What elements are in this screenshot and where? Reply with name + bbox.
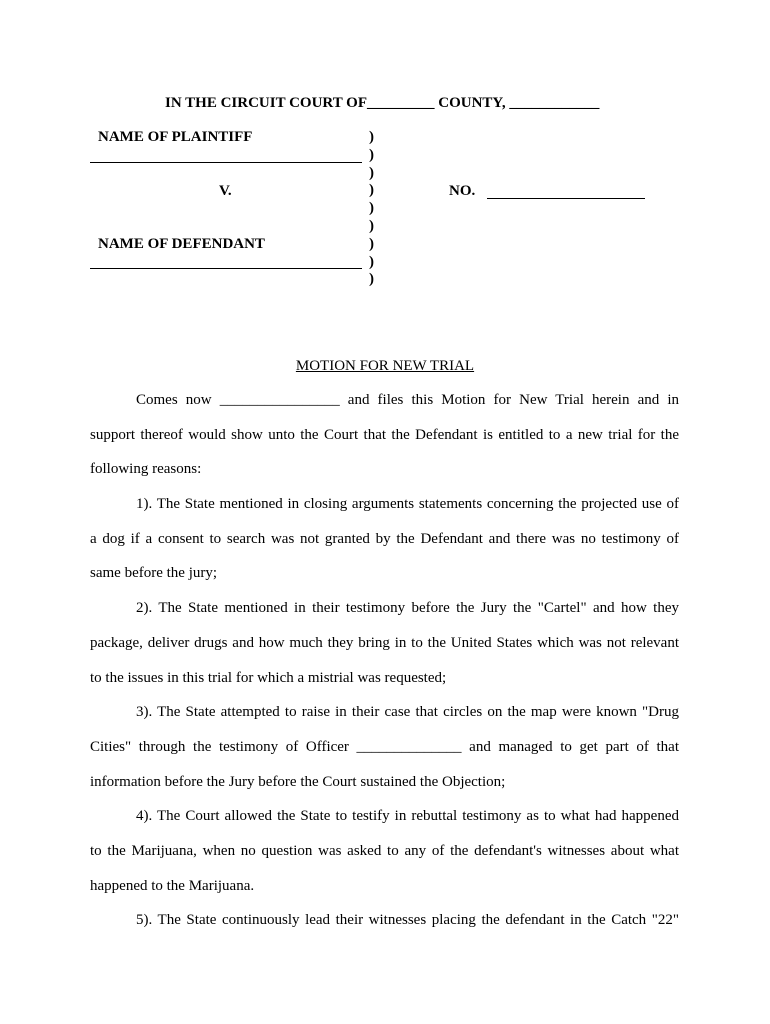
caption-paren: )	[369, 253, 374, 270]
versus-label: V.	[219, 183, 232, 199]
body-line: same before the jury;	[90, 565, 218, 582]
motion-body	[90, 383, 679, 938]
caption-paren: )	[369, 129, 374, 145]
caption-paren: )	[369, 217, 374, 234]
motion-title: MOTION FOR NEW TRIAL	[295, 358, 475, 374]
case-number-label: NO.	[449, 183, 476, 199]
body-line: Comes now ________________ and files this Motion for New Trial herein and in	[136, 392, 679, 408]
body-line: to the Marijuana, when no question was asked to any of the defendant's witnesses about what	[90, 842, 679, 859]
body-line: Cities" through the testimony of Officer ______________ and managed to get part of that	[90, 738, 679, 755]
body-line: package, deliver drugs and how much they bring in to the United States which was not relevant	[90, 634, 679, 651]
defendant-name-label: NAME OF DEFENDANT	[98, 236, 265, 252]
body-line: to the issues in this trial for which a mistrial was requested;	[90, 669, 447, 686]
caption-parenthesis-column	[369, 129, 381, 289]
caption-paren: )	[369, 200, 374, 217]
caption-paren: )	[369, 146, 374, 163]
caption-paren: )	[369, 271, 374, 288]
plaintiff-name-label: NAME OF PLAINTIFF	[98, 129, 253, 145]
body-line: following reasons:	[90, 461, 202, 478]
body-line: happened to the Marijuana.	[90, 877, 255, 894]
body-line: support thereof would show unto the Court that the Defendant is entitled to a new trial for the	[90, 426, 679, 443]
body-line: 4). The Court allowed the State to testify in rebuttal testimony as to what had happened	[136, 808, 679, 825]
plaintiff-signature-line	[90, 162, 362, 163]
body-line: a dog if a consent to search was not granted by the Defendant and there was no testimony of	[90, 530, 679, 547]
defendant-signature-line	[90, 268, 362, 269]
body-line: 2). The State mentioned in their testimony before the Jury the "Cartel" and how they	[136, 600, 679, 617]
body-line: 1). The State mentioned in closing arguments statements concerning the projected use of	[136, 496, 679, 513]
caption-paren: )	[369, 164, 374, 181]
body-line: 5). The State continuously lead their witnesses placing the defendant in the Catch "22"	[136, 912, 679, 929]
court-header: IN THE CIRCUIT COURT OF_________ COUNTY, ____________	[165, 95, 600, 111]
caption-paren: )	[369, 235, 374, 252]
case-number-blank-line	[487, 198, 645, 199]
body-line: 3). The State attempted to raise in their case that circles on the map were known "Drug	[136, 704, 679, 721]
body-line: information before the Jury before the Court sustained the Objection;	[90, 773, 506, 790]
caption-paren: )	[369, 182, 374, 199]
